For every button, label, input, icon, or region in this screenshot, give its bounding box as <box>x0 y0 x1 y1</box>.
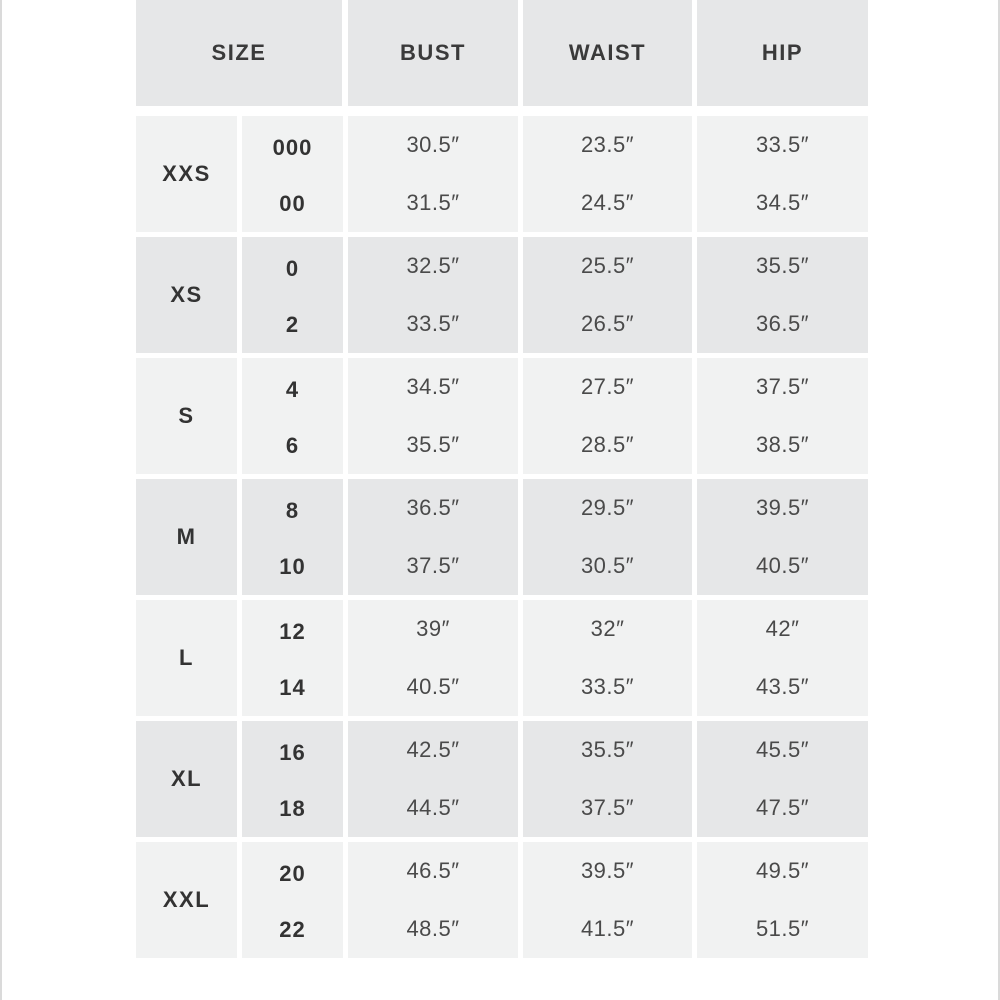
waist-value: 30.5″ <box>580 553 635 578</box>
hip-value: 42″ <box>765 616 800 641</box>
waist-value: 41.5″ <box>580 916 635 941</box>
waist-value: 23.5″ <box>580 132 635 157</box>
hip-cell <box>697 721 868 837</box>
waist-value: 39.5″ <box>580 858 635 883</box>
numeric-size-value: 00 <box>279 191 306 216</box>
hip-value: 34.5″ <box>755 190 810 215</box>
size-group-label: XXS <box>136 116 237 232</box>
waist-value: 29.5″ <box>580 495 635 520</box>
numeric-size-value: 10 <box>279 554 306 579</box>
hip-value: 39.5″ <box>755 495 810 520</box>
waist-cell <box>523 600 692 716</box>
hip-cell <box>697 842 868 958</box>
bust-value: 44.5″ <box>406 795 460 820</box>
bust-value: 35.5″ <box>406 432 460 457</box>
size-group-label: L <box>136 600 237 716</box>
waist-value: 35.5″ <box>580 737 635 762</box>
hip-value: 49.5″ <box>755 858 810 883</box>
waist-value: 26.5″ <box>580 311 635 336</box>
hip-value: 35.5″ <box>755 253 810 278</box>
waist-value: 32″ <box>590 616 625 641</box>
hip-cell <box>697 358 868 474</box>
numeric-size-value: 20 <box>279 861 306 886</box>
hip-value: 40.5″ <box>755 553 810 578</box>
bust-value: 40.5″ <box>406 674 460 699</box>
waist-value: 33.5″ <box>580 674 635 699</box>
numeric-size-value: 6 <box>285 433 300 458</box>
waist-value: 28.5″ <box>580 432 635 457</box>
bust-cell <box>348 721 518 837</box>
numeric-size-cell <box>242 358 343 474</box>
bust-cell <box>348 479 518 595</box>
hip-value: 51.5″ <box>755 916 810 941</box>
size-group-label: M <box>136 479 237 595</box>
waist-value: 25.5″ <box>580 253 635 278</box>
bust-cell <box>348 237 518 353</box>
waist-value: 27.5″ <box>580 374 635 399</box>
numeric-size-value: 14 <box>279 675 306 700</box>
hip-value: 33.5″ <box>755 132 810 157</box>
size-group-label: XL <box>136 721 237 837</box>
bust-value: 31.5″ <box>406 190 460 215</box>
numeric-size-value: 22 <box>279 917 306 942</box>
bust-value: 34.5″ <box>406 374 460 399</box>
waist-cell <box>523 721 692 837</box>
bust-value: 37.5″ <box>406 553 460 578</box>
size-group-label: XXL <box>136 842 237 958</box>
hip-cell <box>697 116 868 232</box>
numeric-size-cell <box>242 842 343 958</box>
header-hip: HIP <box>697 0 868 106</box>
numeric-size-cell <box>242 237 343 353</box>
header-bust: BUST <box>348 0 518 106</box>
hip-value: 47.5″ <box>755 795 810 820</box>
numeric-size-value: 2 <box>285 312 300 337</box>
hip-value: 43.5″ <box>755 674 810 699</box>
waist-cell <box>523 358 692 474</box>
hip-value: 38.5″ <box>755 432 810 457</box>
numeric-size-value: 0 <box>285 256 300 281</box>
hip-value: 36.5″ <box>755 311 810 336</box>
numeric-size-value: 16 <box>279 740 306 765</box>
numeric-size-cell <box>242 479 343 595</box>
bust-cell <box>348 600 518 716</box>
size-group-label: XS <box>136 237 237 353</box>
bust-cell <box>348 116 518 232</box>
waist-value: 24.5″ <box>580 190 635 215</box>
bust-value: 30.5″ <box>406 132 460 157</box>
size-chart-table <box>136 0 868 960</box>
hip-value: 45.5″ <box>755 737 810 762</box>
bust-value: 39″ <box>416 616 450 641</box>
numeric-size-value: 12 <box>279 619 306 644</box>
numeric-size-value: 000 <box>272 135 313 160</box>
waist-cell <box>523 237 692 353</box>
numeric-size-cell <box>242 721 343 837</box>
hip-cell <box>697 479 868 595</box>
bust-value: 33.5″ <box>406 311 460 336</box>
header-waist: WAIST <box>523 0 692 106</box>
numeric-size-value: 4 <box>285 377 300 402</box>
numeric-size-cell <box>242 600 343 716</box>
numeric-size-value: 18 <box>279 796 306 821</box>
numeric-size-value: 8 <box>285 498 300 523</box>
hip-cell <box>697 600 868 716</box>
bust-cell <box>348 358 518 474</box>
hip-cell <box>697 237 868 353</box>
numeric-size-cell <box>242 116 343 232</box>
size-group-label: S <box>136 358 237 474</box>
bust-value: 42.5″ <box>406 737 460 762</box>
waist-cell <box>523 479 692 595</box>
waist-value: 37.5″ <box>580 795 635 820</box>
hip-value: 37.5″ <box>755 374 810 399</box>
bust-cell <box>348 842 518 958</box>
bust-value: 48.5″ <box>406 916 460 941</box>
bust-value: 36.5″ <box>406 495 460 520</box>
bust-value: 46.5″ <box>406 858 460 883</box>
bust-value: 32.5″ <box>406 253 460 278</box>
header-size: SIZE <box>136 0 342 106</box>
waist-cell <box>523 116 692 232</box>
waist-cell <box>523 842 692 958</box>
